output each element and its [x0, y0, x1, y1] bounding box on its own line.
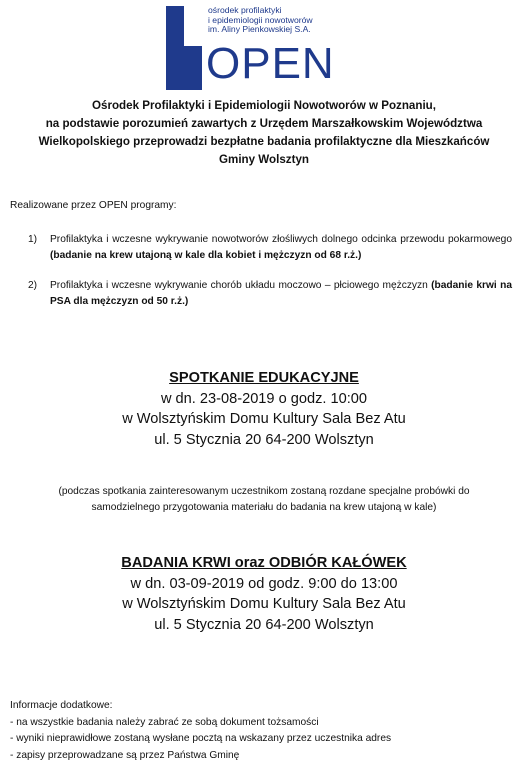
additional-info — [10, 698, 518, 764]
note-line-2: samodzielnego przygotowania materiału do badania na krew utajoną w kale) — [91, 501, 437, 513]
info-item: - wyniki nieprawidłowe zostaną wysłane pocztą na wskazany przez uczestnika adres — [10, 733, 392, 744]
tests-address: ul. 5 Stycznia 20 64-200 Wolsztyn — [154, 616, 374, 633]
intro-line-1: Ośrodek Profilaktyki i Epidemiologii Nowotworów w Poznaniu, — [92, 99, 436, 112]
tests-date: w dn. 03-09-2019 od godz. 9:00 do 13:00 — [130, 575, 398, 592]
logo-wordmark: OPEN — [206, 39, 335, 88]
logo-line-2: i epidemiologii nowotworów — [208, 14, 313, 25]
program-text: Profilaktyka i wczesne wykrywanie chorób układu moczowo – płciowego mężczyzn — [50, 280, 428, 291]
program-number: 1) — [28, 234, 38, 245]
logo-subtitle — [208, 6, 313, 35]
info-item: - zapisy przeprowadzane są przez Państwa Gminę — [10, 749, 240, 761]
logo-mark-icon — [166, 6, 202, 90]
programs-label: Realizowane przez OPEN programy: — [10, 200, 177, 211]
intro-paragraph — [10, 97, 518, 169]
intro-line-3: Wielkopolskiego przeprowadzi bezpłatne badania profilaktyczne dla Mieszkańców — [38, 135, 490, 148]
meeting-place: w Wolsztyńskim Domu Kultury Sala Bez Atu — [122, 411, 406, 427]
program-text: Profilaktyka i wczesne wykrywanie nowotworów złośliwych dolnego odcinka przewodu pokarmowego — [50, 234, 512, 245]
program-note: (badanie na krew utajoną w kale dla kobiet i mężczyzn od 68 r.ż.) — [50, 249, 362, 261]
logo-line-3: im. Aliny Pienkowskiej S.A. — [208, 24, 311, 35]
note-line-1: (podczas spotkania zainteresowanym uczestnikom zostaną rozdane specjalne probówki do — [58, 486, 470, 497]
program-number: 2) — [28, 280, 38, 291]
info-item: - na wszystkie badania należy zabrać ze sobą dokument tożsamości — [10, 716, 319, 728]
meeting-address: ul. 5 Stycznia 20 64-200 Wolsztyn — [154, 431, 374, 448]
tests-section — [10, 553, 518, 635]
logo-line-1: ośrodek profilaktyki — [208, 5, 282, 15]
tests-heading: BADANIA KRWI oraz ODBIÓR KAŁÓWEK — [121, 555, 407, 571]
program-item-1 — [28, 232, 512, 263]
meeting-note — [10, 484, 518, 515]
meeting-date: w dn. 23-08-2019 o godz. 10:00 — [160, 390, 368, 407]
program-note: (badanie krwi na PSA dla mężczyzn od 50 r.ż.) — [50, 280, 512, 307]
intro-line-4: Gminy Wolsztyn — [219, 153, 309, 166]
program-item-2 — [28, 278, 512, 309]
meeting-heading: SPOTKANIE EDUKACYJNE — [169, 370, 359, 386]
intro-line-2: na podstawie porozumień zawartych z Urzędem Marszałkowskim Województwa — [45, 117, 483, 130]
programs-list — [28, 232, 512, 324]
open-logo — [166, 6, 352, 90]
tests-place: w Wolsztyńskim Domu Kultury Sala Bez Atu — [122, 596, 406, 612]
info-title: Informacje dodatkowe: — [10, 700, 113, 711]
meeting-section — [10, 368, 518, 450]
